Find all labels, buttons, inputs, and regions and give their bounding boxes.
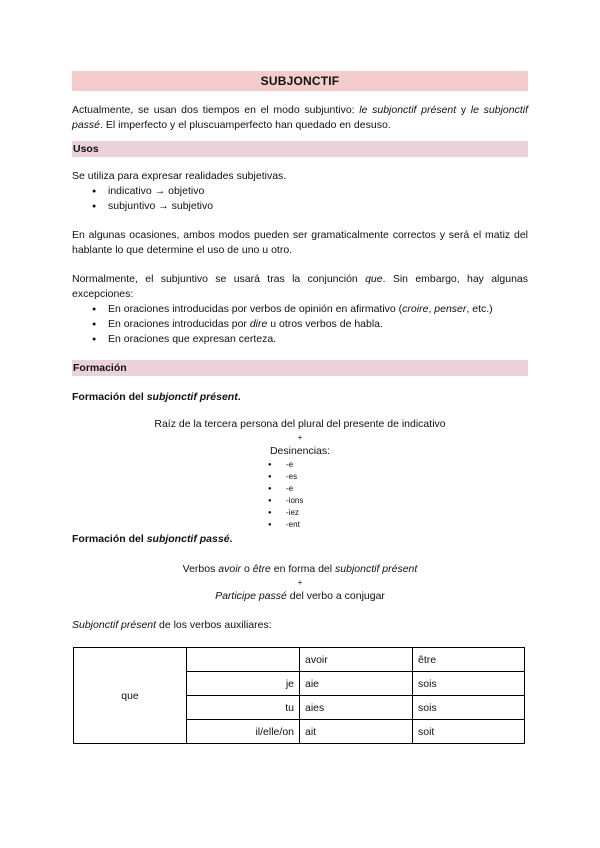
list-item: ● subjuntivo → subjetivo (108, 199, 528, 214)
exc-term: dire (249, 318, 268, 330)
verbos-text: en forma del (270, 563, 336, 575)
conjugation-table (73, 647, 525, 744)
subheading-passe (72, 532, 528, 547)
usos-line: Se utiliza para expresar realidades subjetivas. (72, 170, 287, 182)
intro-term-passe: le subjonctif passé (72, 104, 529, 131)
header-cell-etre: être (413, 648, 525, 672)
intro-term-present: le subjonctif présent (359, 104, 457, 116)
intro-text: Actualmente, se usan dos tiempos en el modo subjuntivo: (72, 104, 360, 116)
usos-term-que: que (365, 273, 383, 285)
subheading-text: Formación del (72, 391, 147, 403)
exc-text: , etc.) (466, 303, 493, 315)
intro-text: . El imperfecto y el pluscuamperfecto han quedado en desuso. (100, 119, 391, 131)
exc-term: croire (402, 303, 429, 315)
verbos-text: Verbos (182, 563, 219, 575)
subheading-text: . (237, 391, 241, 403)
endings-list (268, 459, 328, 531)
list-item: ● -iez (268, 507, 328, 519)
intro-paragraph (72, 103, 528, 133)
pronoun-cell: il/elle/on (187, 720, 300, 744)
header-cell-avoir: avoir (300, 648, 413, 672)
verbos-line (72, 562, 528, 577)
aux-term: Subjonctif présent (72, 619, 157, 631)
exc-text: u otros verbos de habla. (267, 318, 383, 330)
usos-bullet-list (72, 184, 528, 214)
list-item: ● -ions (268, 495, 328, 507)
que-cell: que (74, 648, 187, 744)
subheading-term: subjonctif présent (146, 391, 238, 403)
exc-text: En oraciones introducidas por (108, 318, 250, 330)
subheading-present (72, 390, 528, 405)
etre-cell: soit (413, 720, 525, 744)
list-item: ● -ent (268, 519, 328, 531)
pronoun-cell: tu (187, 696, 300, 720)
etre-cell: sois (413, 672, 525, 696)
intro-text: y (456, 104, 471, 116)
avoir-cell: aie (300, 672, 413, 696)
subheading-text: Formación del (72, 533, 147, 545)
list-item: ● -e (268, 483, 328, 495)
plus-sign: + (297, 578, 303, 587)
empty-cell (187, 648, 300, 672)
list-item: ● En oraciones que expresan certeza. (108, 332, 528, 347)
list-item: ● -e (268, 459, 328, 471)
table-row (74, 648, 525, 672)
avoir-cell: aies (300, 696, 413, 720)
list-item (108, 317, 528, 332)
etre-cell: sois (413, 696, 525, 720)
pronoun-cell: je (187, 672, 300, 696)
list-item: ● -es (268, 471, 328, 483)
participe-line (72, 589, 528, 604)
avoir-cell: ait (300, 720, 413, 744)
exc-text: En oraciones introducidas por verbos de opinión en afirmativo ( (108, 303, 403, 315)
plus-sign: + (297, 433, 303, 442)
list-item (108, 302, 528, 317)
desinencias-label: Desinencias: (269, 445, 331, 457)
verbos-term: être (252, 563, 271, 575)
usos-paragraph-2: En algunas ocasiones, ambos modos pueden ser gramaticalmente correctos y será el matiz del hablante lo que determine el uso de uno u otro. (72, 229, 528, 256)
participe-text: del verbo a conjugar (286, 590, 385, 602)
verbos-term: avoir (218, 563, 242, 575)
subheading-term: subjonctif passé (146, 533, 230, 545)
list-item: ● indicativo → objetivo (108, 184, 528, 199)
subheading-text: . (229, 533, 233, 545)
document-page (72, 71, 528, 744)
usos-text: Normalmente, el subjuntivo se usará tras la conjunción (72, 273, 366, 285)
page-title: SUBJONCTIF (72, 71, 528, 91)
verbos-term: subjonctif présent (335, 563, 418, 575)
section-heading-formacion: Formación (72, 360, 528, 376)
usos-paragraph-3 (72, 272, 528, 302)
exceptions-list (72, 302, 528, 347)
aux-text: de los verbos auxiliares: (156, 619, 272, 631)
usos-text: . Sin embargo, hay algunas excepciones: (72, 273, 528, 300)
raiz-line: Raíz de la tercera persona del plural del presente de indicativo (154, 418, 446, 430)
aux-caption (72, 618, 528, 633)
exc-term: penser (434, 303, 467, 315)
verbos-text: o (241, 563, 253, 575)
exc-text: , (428, 303, 435, 315)
section-heading-usos: Usos (72, 141, 528, 157)
participe-term: Participe passé (215, 590, 287, 602)
